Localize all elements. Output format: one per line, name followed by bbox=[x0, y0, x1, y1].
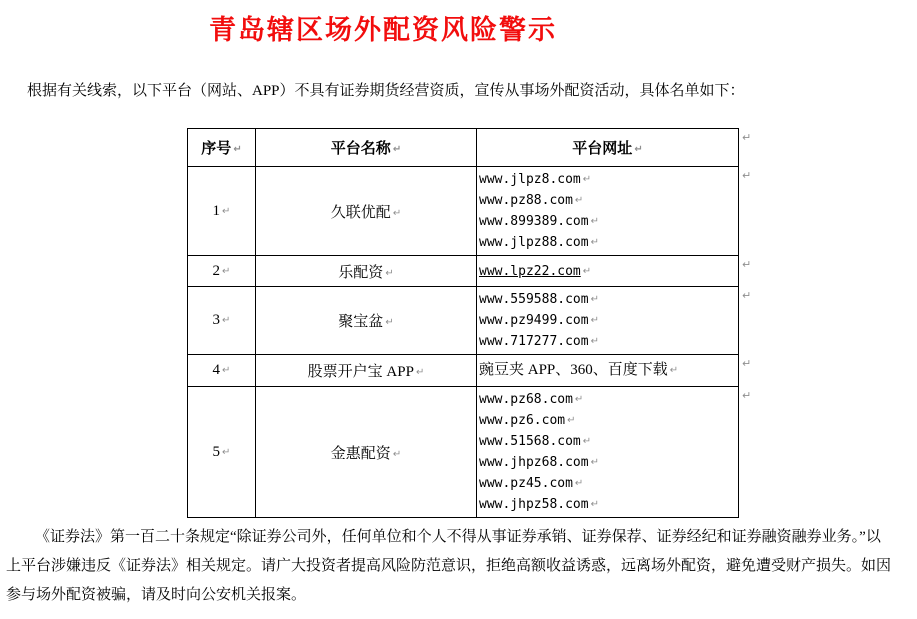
return-mark-icon: ↵ bbox=[574, 478, 584, 489]
url-line bbox=[479, 289, 738, 310]
return-mark-icon: ↵ bbox=[590, 216, 599, 227]
row-number-cell bbox=[188, 256, 256, 287]
url-line bbox=[479, 452, 738, 473]
row-number-cell bbox=[188, 355, 256, 387]
platform-name: 股票开户宝 APP bbox=[307, 364, 414, 380]
return-mark-icon: ↵ bbox=[590, 237, 599, 248]
row-end-return-mark-icon: ↵ bbox=[742, 289, 752, 302]
return-mark-icon: ↵ bbox=[582, 436, 592, 447]
table-body bbox=[188, 167, 739, 518]
row-end-return-mark-icon: ↵ bbox=[742, 357, 752, 370]
return-mark-icon: ↵ bbox=[222, 365, 231, 376]
row-end-return-mark-icon: ↵ bbox=[742, 169, 752, 182]
return-mark-icon: ↵ bbox=[590, 294, 599, 305]
column-header bbox=[477, 129, 739, 167]
column-header-label: 序号 bbox=[201, 141, 232, 157]
platform-url: 豌豆夹 APP、360、百度下载 bbox=[479, 362, 668, 378]
row-number: 4 bbox=[212, 362, 221, 378]
platform-url: www.jlpz88.com bbox=[479, 235, 589, 250]
return-mark-icon: ↵ bbox=[590, 315, 599, 326]
platform-name: 聚宝盆 bbox=[338, 314, 384, 330]
url-line bbox=[479, 331, 738, 352]
return-mark-icon: ↵ bbox=[590, 336, 599, 347]
return-mark-icon: ↵ bbox=[634, 144, 643, 155]
row-end-return-mark-icon: ↵ bbox=[742, 131, 752, 144]
return-mark-icon: ↵ bbox=[582, 265, 592, 277]
column-header bbox=[256, 129, 477, 167]
row-number: 3 bbox=[212, 312, 221, 328]
return-mark-icon: ↵ bbox=[392, 207, 402, 219]
row-number-cell bbox=[188, 387, 256, 518]
return-mark-icon: ↵ bbox=[415, 367, 425, 378]
platform-url-cell bbox=[477, 167, 739, 256]
platform-name: 金惠配资 bbox=[330, 445, 391, 462]
platform-url: www.717277.com bbox=[479, 334, 589, 349]
url-line bbox=[479, 232, 738, 253]
table-row bbox=[188, 256, 739, 287]
table-row bbox=[188, 167, 739, 256]
page-title: 青岛辖区场外配资风险警示 bbox=[209, 15, 557, 46]
url-line bbox=[479, 410, 738, 431]
table-row bbox=[188, 387, 739, 518]
row-number: 1 bbox=[212, 202, 221, 219]
url-line bbox=[479, 261, 738, 282]
platform-url: www.51568.com bbox=[479, 434, 581, 449]
table-header bbox=[188, 129, 739, 167]
platform-url-cell bbox=[477, 256, 739, 287]
column-header bbox=[188, 129, 256, 167]
row-end-return-mark-icon: ↵ bbox=[742, 389, 752, 402]
platform-url-cell bbox=[477, 355, 739, 387]
return-mark-icon: ↵ bbox=[590, 457, 599, 468]
return-mark-icon: ↵ bbox=[222, 315, 231, 326]
return-mark-icon: ↵ bbox=[385, 267, 394, 279]
footer-paragraph: 《证券法》第一百二十条规定“除证券公司外，任何单位和个人不得从事证券承销、证券保荐、证券经纪和证券融资融券业务。”以上平台涉嫌违反《证券法》相关规定。请广大投资者提高风险防范意识，拒绝高额收益诱惑，远离场外配资，避免遭受财产损失。如因参与场外配资被骗，请及时向公安机关报案。 bbox=[6, 529, 892, 603]
platform-name-cell bbox=[256, 355, 477, 387]
return-mark-icon: ↵ bbox=[669, 365, 679, 376]
return-mark-icon: ↵ bbox=[567, 415, 576, 426]
platform-url: www.pz88.com bbox=[479, 193, 573, 208]
intro-paragraph: 根据有关线索，以下平台（网站、APP）不具有证券期货经营资质，宣传从事场外配资活动，具体名单如下： bbox=[27, 83, 745, 99]
platform-name: 乐配资 bbox=[338, 264, 384, 281]
return-mark-icon: ↵ bbox=[222, 205, 231, 217]
header-row bbox=[188, 129, 739, 167]
row-number: 5 bbox=[212, 443, 221, 460]
url-line bbox=[479, 169, 738, 190]
url-line bbox=[479, 310, 738, 331]
platform-url: www.pz6.com bbox=[479, 413, 566, 428]
platform-name-cell bbox=[256, 256, 477, 287]
platform-url: www.pz45.com bbox=[479, 476, 573, 491]
row-end-return-mark-icon: ↵ bbox=[742, 258, 752, 271]
url-line bbox=[479, 389, 738, 410]
row-number-cell bbox=[188, 167, 256, 256]
platform-url: www.jhpz68.com bbox=[479, 455, 589, 470]
platform-url: www.jlpz8.com bbox=[479, 172, 581, 187]
platform-url-cell bbox=[477, 287, 739, 355]
column-header-label: 平台名称 bbox=[330, 141, 391, 157]
url-line bbox=[479, 473, 738, 494]
platform-url: www.pz68.com bbox=[479, 392, 573, 407]
return-mark-icon: ↵ bbox=[385, 317, 394, 328]
table-row bbox=[188, 355, 739, 387]
platform-name-cell bbox=[256, 387, 477, 518]
table-row bbox=[188, 287, 739, 355]
return-mark-icon: ↵ bbox=[590, 499, 599, 510]
platform-table bbox=[187, 128, 739, 518]
return-mark-icon: ↵ bbox=[574, 195, 584, 206]
platform-url: www.899389.com bbox=[479, 214, 589, 229]
row-number: 2 bbox=[212, 262, 221, 279]
return-mark-icon: ↵ bbox=[392, 448, 402, 460]
return-mark-icon: ↵ bbox=[574, 394, 584, 405]
platform-name-cell bbox=[256, 167, 477, 256]
url-line bbox=[479, 211, 738, 232]
return-mark-icon: ↵ bbox=[222, 265, 231, 277]
url-line bbox=[479, 494, 738, 515]
platform-url: www.pz9499.com bbox=[479, 313, 589, 328]
platform-url-link[interactable]: www.lpz22.com bbox=[479, 263, 581, 279]
return-mark-icon: ↵ bbox=[233, 144, 242, 155]
row-number-cell bbox=[188, 287, 256, 355]
return-mark-icon: ↵ bbox=[392, 144, 402, 155]
platform-url: www.jhpz58.com bbox=[479, 497, 589, 512]
url-line bbox=[479, 190, 738, 211]
return-mark-icon: ↵ bbox=[582, 174, 592, 185]
platform-name: 久联优配 bbox=[330, 204, 391, 221]
url-line bbox=[479, 357, 738, 384]
platform-url: www.559588.com bbox=[479, 292, 589, 307]
platform-name-cell bbox=[256, 287, 477, 355]
column-header-label: 平台网址 bbox=[572, 141, 633, 157]
platform-url-cell bbox=[477, 387, 739, 518]
return-mark-icon: ↵ bbox=[222, 446, 231, 458]
url-line bbox=[479, 431, 738, 452]
